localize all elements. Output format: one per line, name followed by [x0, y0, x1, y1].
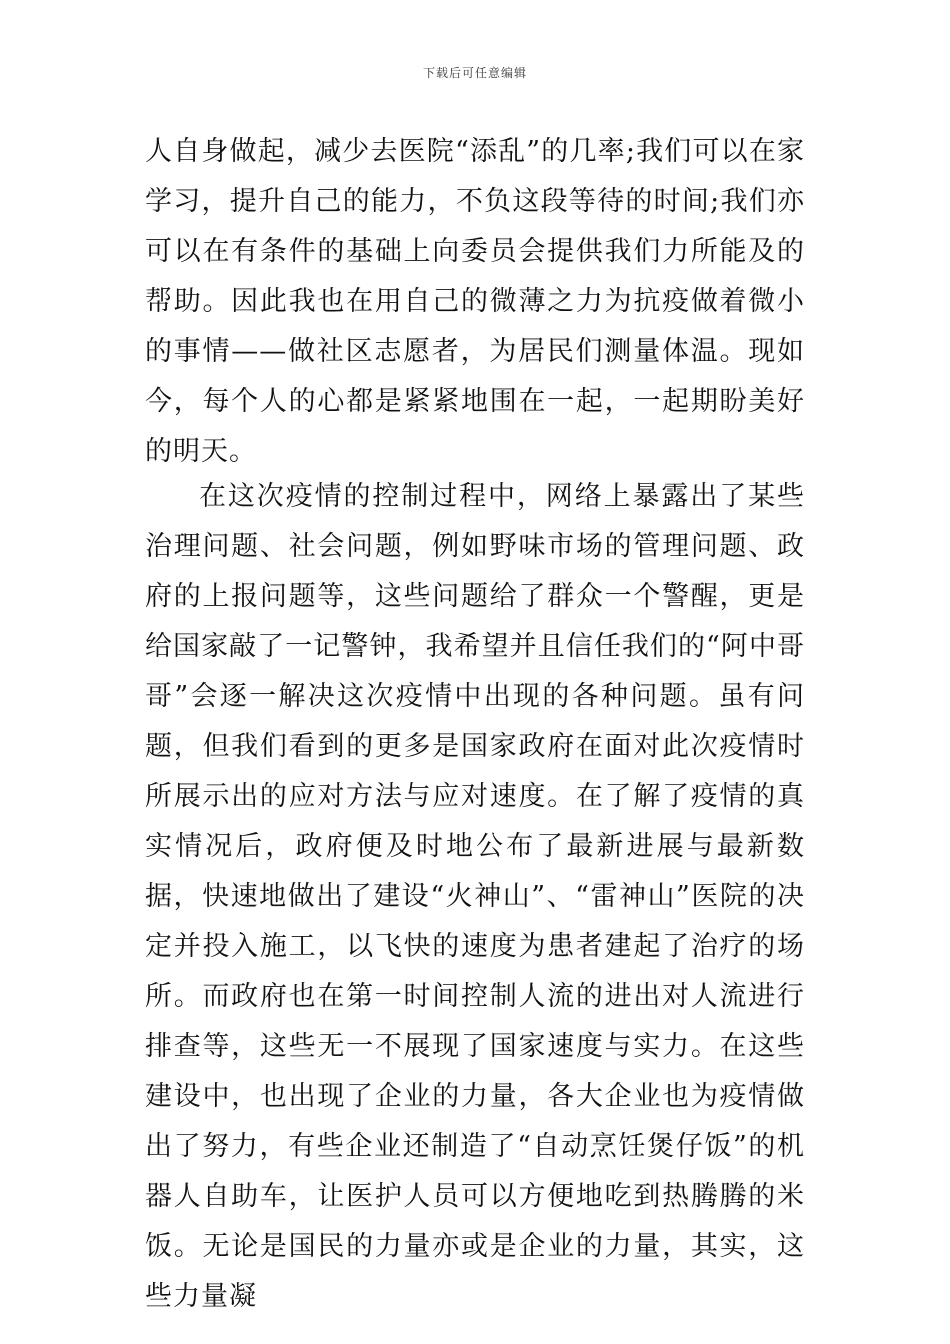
body-paragraph-2: 在这次疫情的控制过程中，网络上暴露出了某些治理问题、社会问题，例如野味市场的管理问题、政府的上报问题等，这些问题给了群众一个警醒，更是给国家敲了一记警钟，我希望并且信任我们的“阿中哥哥”会逐一解决这次疫情中出现的各种问题。虽有问题，但我们看到的更多是国家政府在面对此次疫情时所展示出的应对方法与应对速度。在了解了疫情的真实情况后，政府便及时地公布了最新进展与最新数据，快速地做出了建设“火神山”、“雷神山”医院的决定并投入施工，以飞快的速度为患者建起了治疗的场所。而政府也在第一时间控制人流的进出对人流进行排查等，这些无一不展现了国家速度与实力。在这些建设中，也出现了企业的力量，各大企业也为疫情做出了努力，有些企业还制造了“自动烹饪煲仔饭”的机器人自助车，让医护人员可以方便地吃到热腾腾的米饭。无论是国民的力量亦或是企业的力量，其实，这些力量凝 — [145, 481, 805, 1312]
page-header-note: 下载后可任意编辑 — [422, 66, 527, 80]
body-paragraph-1: 人自身做起，减少去医院“添乱”的几率;我们可以在家学习，提升自己的能力，不负这段等待的时间;我们亦可以在有条件的基础上向委员会提供我们力所能及的帮助。因此我也在用自己的微薄之力为抗疫做着微小的事情——做社区志愿者，为居民们测量体温。现如今，每个人的心都是紧紧地围在一起，一起期盼美好的明天。 — [145, 136, 805, 467]
